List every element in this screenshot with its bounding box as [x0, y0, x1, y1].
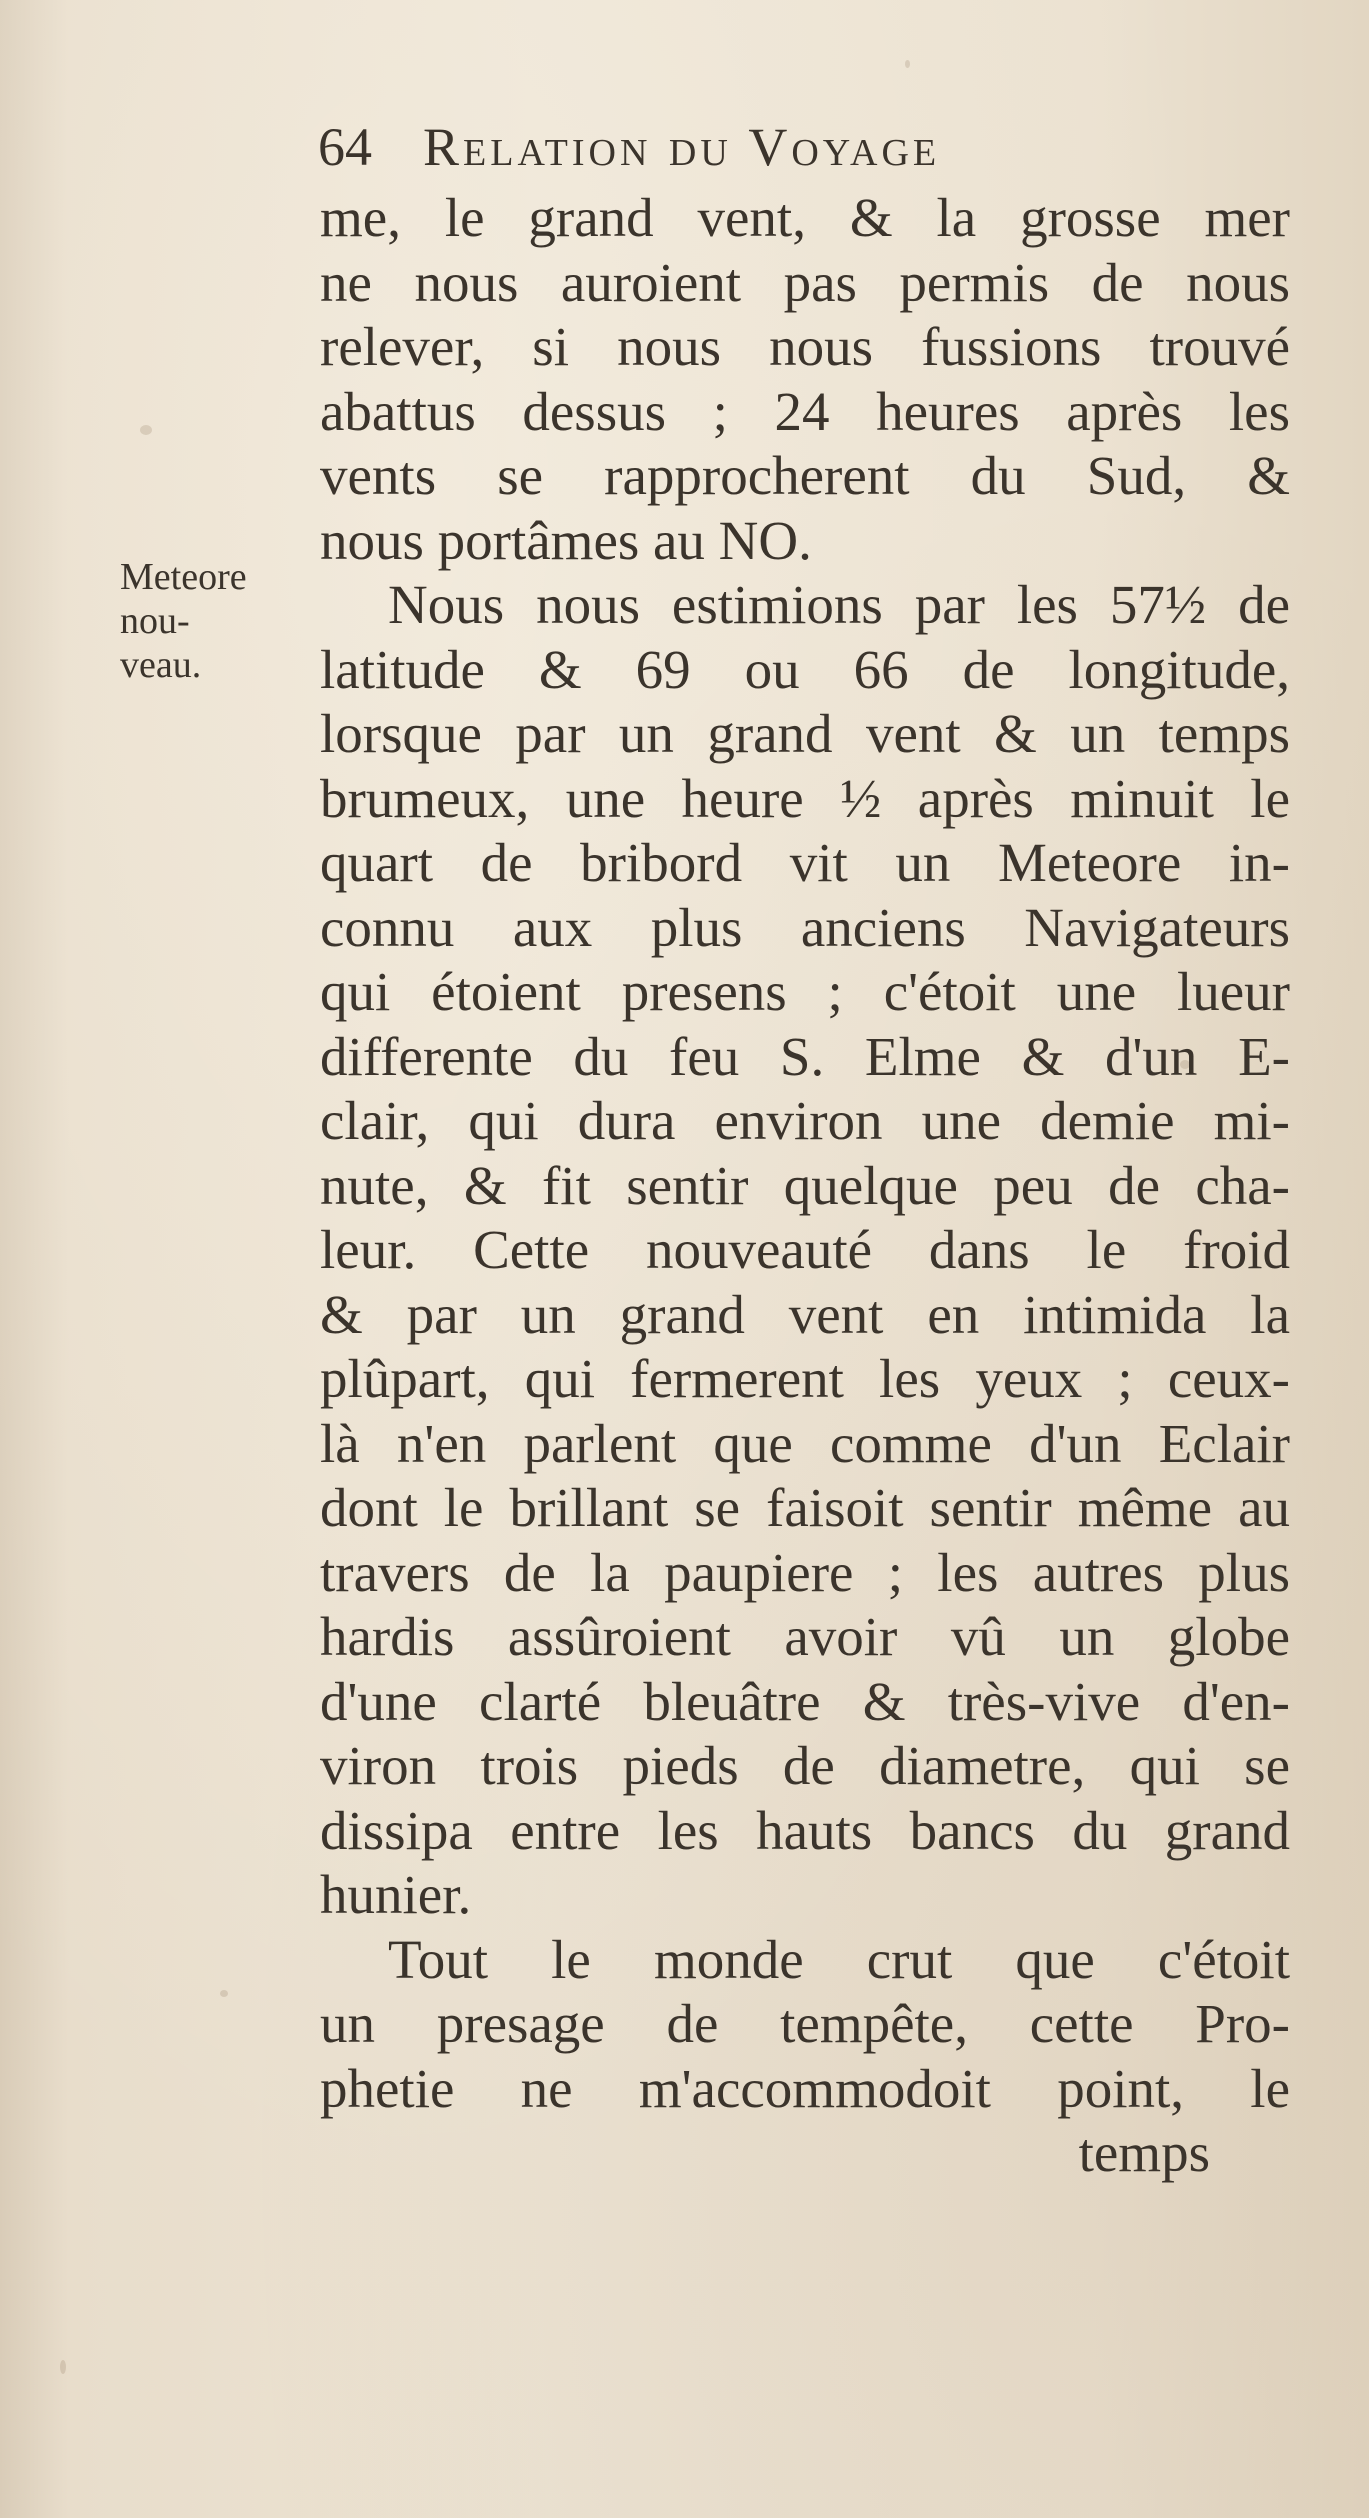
text-line: dissipa entre les hauts bancs du grand — [320, 1799, 1290, 1861]
paper-spot — [905, 60, 910, 68]
text-line: Nous nous estimions par les 57½ de — [388, 574, 1290, 635]
text-line: & par un grand vent en intimida la — [320, 1283, 1290, 1345]
text-line: Tout le monde crut que c'étoit — [388, 1928, 1290, 1990]
text-line: hunier. — [320, 1864, 472, 1925]
text-line: nute, & fit sentir quelque peu de cha- — [320, 1154, 1290, 1216]
text-line: un presage de tempête, cette Pro- — [320, 1993, 1290, 2054]
text-line: viron trois pieds de diametre, qui se — [320, 1735, 1290, 1796]
text-line: abattus dessus ; 24 heures après les — [320, 380, 1290, 442]
text-line: clair, qui dura environ une demie mi- — [320, 1090, 1290, 1151]
text-line: vents se rapprocherent du Sud, & — [320, 445, 1290, 506]
margin-note-line: veau. — [120, 644, 202, 686]
running-title: Relation du Voyage — [423, 117, 941, 177]
text-line: là n'en parlent que comme d'un Eclair — [320, 1412, 1290, 1474]
text-line: hardis assûroient avoir vû un globe — [320, 1606, 1290, 1667]
margin-note-line: nou- — [120, 600, 190, 642]
catchword: temps — [1078, 2122, 1210, 2183]
margin-note — [120, 555, 300, 687]
text-line: me, le grand vent, & la grosse mer — [320, 187, 1290, 248]
text-line: d'une clarté bleuâtre & très-vive d'en- — [320, 1670, 1290, 1732]
text-line: relever, si nous nous fussions trouvé — [320, 316, 1290, 377]
body-text — [320, 186, 1290, 2186]
text-line: connu aux plus anciens Navigateurs — [320, 896, 1290, 958]
text-line: nous portâmes au NO. — [320, 509, 812, 571]
page-number: 64 — [318, 117, 372, 177]
text-line: brumeux, une heure ½ après minuit le — [320, 767, 1290, 829]
text-line: qui étoient presens ; c'étoit une lueur — [320, 961, 1290, 1022]
paper-spot — [140, 425, 152, 435]
text-line: ne nous auroient pas permis de nous — [320, 251, 1290, 313]
text-line: leur. Cette nouveauté dans le froid — [320, 1219, 1290, 1280]
text-line: dont le brillant se faisoit sentir même au — [320, 1477, 1290, 1538]
margin-note-line: Meteore — [120, 556, 247, 598]
running-head — [318, 112, 1218, 182]
paper-spot — [60, 2360, 66, 2374]
text-line: plûpart, qui fermerent les yeux ; ceux- — [320, 1348, 1290, 1409]
text-line: latitude & 69 ou 66 de longitude, — [320, 638, 1290, 700]
text-line: phetie ne m'accommodoit point, le — [320, 2057, 1290, 2119]
text-line: quart de bribord vit un Meteore in- — [320, 832, 1290, 893]
text-line: differente du feu S. Elme & d'un E- — [320, 1025, 1290, 1087]
text-line: travers de la paupiere ; les autres plus — [320, 1541, 1290, 1603]
text-line: lorsque par un grand vent & un temps — [320, 703, 1290, 764]
paper-spot — [220, 1990, 228, 1997]
